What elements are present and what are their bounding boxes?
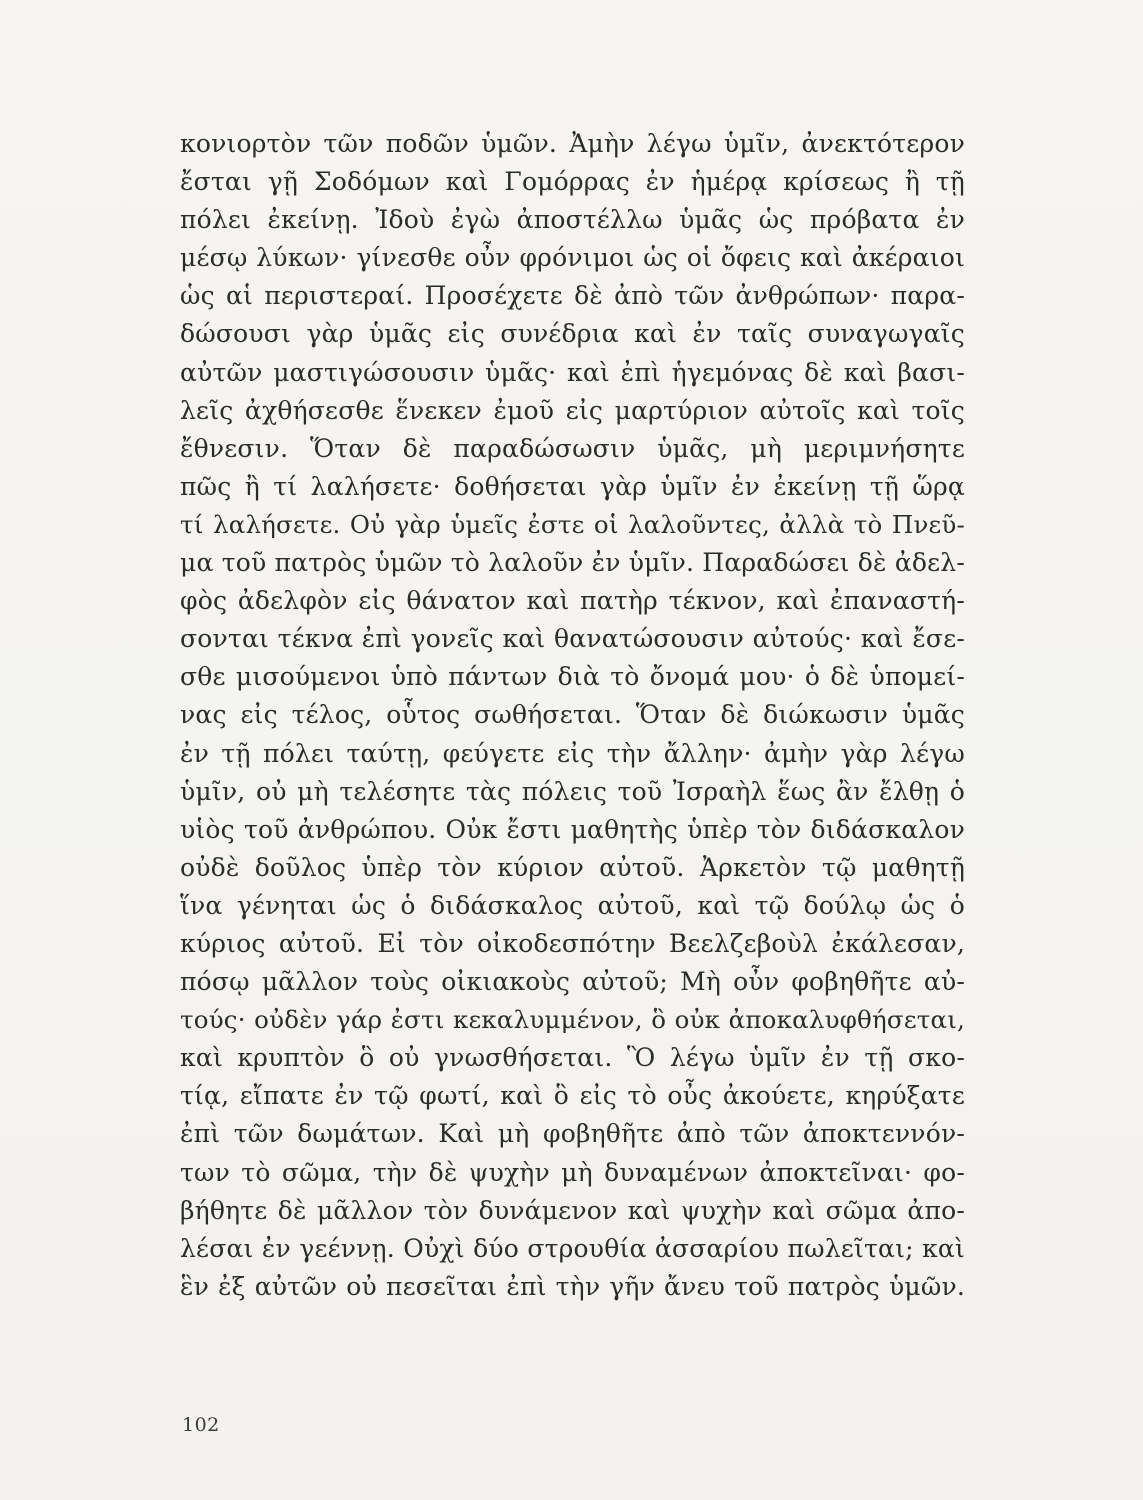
text-line: ἔθνεσιν. Ὅταν δὲ παραδώσωσιν ὑμᾶς, μὴ μεριμνήσητε [180,433,965,463]
page-number: 102 [182,1414,220,1436]
text-line: οὐδὲ δοῦλος ὑπὲρ τὸν κύριον αὐτοῦ. Ἀρκετὸν τῷ μαθητῇ [180,852,965,882]
text-line: τί λαλήσετε. Οὐ γὰρ ὑμεῖς ἐστε οἱ λαλοῦντες, ἀλλὰ τὸ Πνεῦ- [180,509,965,539]
text-line: ἓν ἐξ αὐτῶν οὐ πεσεῖται ἐπὶ τὴν γῆν ἄνευ τοῦ πατρὸς ὑμῶν. [180,1271,965,1301]
text-line: πῶς ἢ τί λαλήσετε· δοθήσεται γὰρ ὑμῖν ἐν ἐκείνῃ τῇ ὥρᾳ [180,471,965,501]
text-line: υἱὸς τοῦ ἀνθρώπου. Οὐκ ἔστι μαθητὴς ὑπὲρ τὸν διδάσκαλον [180,814,965,844]
text-line: ἐν τῇ πόλει ταύτῃ, φεύγετε εἰς τὴν ἄλλην· ἀμὴν γὰρ λέγω [180,738,965,768]
text-line: ὑμῖν, οὐ μὴ τελέσητε τὰς πόλεις τοῦ Ἰσραὴλ ἕως ἂν ἔλθῃ ὁ [180,776,965,806]
body-text [180,125,965,1306]
text-line: νας εἰς τέλος, οὗτος σωθήσεται. Ὅταν δὲ διώκωσιν ὑμᾶς [180,700,965,730]
text-line: καὶ κρυπτὸν ὃ οὐ γνωσθήσεται. Ὃ λέγω ὑμῖν ἐν τῇ σκο- [180,1043,965,1073]
text-line: σονται τέκνα ἐπὶ γονεῖς καὶ θανατώσουσιν αὐτούς· καὶ ἔσε- [180,624,965,654]
text-line: ὡς αἱ περιστεραί. Προσέχετε δὲ ἀπὸ τῶν ἀνθρώπων· παρα- [180,281,965,311]
text-line: κονιορτὸν τῶν ποδῶν ὑμῶν. Ἀμὴν λέγω ὑμῖν, ἀνεκτότερον [180,129,965,158]
text-line: τούς· οὐδὲν γάρ ἐστι κεκαλυμμένον, ὃ οὐκ ἀποκαλυφθήσεται, [180,1005,965,1035]
text-line: ἔσται γῇ Σοδόμων καὶ Γομόρρας ἐν ἡμέρᾳ κρίσεως ἢ τῇ [180,167,965,197]
text-line: λεῖς ἀχθήσεσθε ἕνεκεν ἐμοῦ εἰς μαρτύριον αὐτοῖς καὶ τοῖς [180,395,965,425]
text-line: βήθητε δὲ μᾶλλον τὸν δυνάμενον καὶ ψυχὴν καὶ σῶμα ἀπο- [180,1195,965,1225]
text-line: μα τοῦ πατρὸς ὑμῶν τὸ λαλοῦν ἐν ὑμῖν. Παραδώσει δὲ ἀδελ- [180,548,965,578]
text-line: φὸς ἀδελφὸν εἰς θάνατον καὶ πατὴρ τέκνον, καὶ ἐπαναστή- [180,586,965,616]
text-line: τίᾳ, εἴπατε ἐν τῷ φωτί, καὶ ὃ εἰς τὸ οὖς ἀκούετε, κηρύξατε [180,1081,965,1111]
text-line: πόσῳ μᾶλλον τοὺς οἰκιακοὺς αὐτοῦ; Μὴ οὖν φοβηθῆτε αὐ- [180,967,965,997]
text-line: πόλει ἐκείνῃ. Ἰδοὺ ἐγὼ ἀποστέλλω ὑμᾶς ὡς πρόβατα ἐν [180,205,965,235]
text-line: ἐπὶ τῶν δωμάτων. Καὶ μὴ φοβηθῆτε ἀπὸ τῶν ἀποκτεννόν- [180,1119,965,1149]
text-line: λέσαι ἐν γεέννῃ. Οὐχὶ δύο στρουθία ἀσσαρίου πωλεῖται; καὶ [180,1233,965,1263]
text-line: σθε μισούμενοι ὑπὸ πάντων διὰ τὸ ὄνομά μου· ὁ δὲ ὑπομεί- [180,662,965,692]
text-line: αὐτῶν μαστιγώσουσιν ὑμᾶς· καὶ ἐπὶ ἡγεμόνας δὲ καὶ βασι- [180,357,965,387]
text-line: μέσῳ λύκων· γίνεσθε οὖν φρόνιμοι ὡς οἱ ὄφεις καὶ ἀκέραιοι [180,243,965,273]
text-line: των τὸ σῶμα, τὴν δὲ ψυχὴν μὴ δυναμένων ἀποκτεῖναι· φο- [180,1157,965,1187]
text-line: ἵνα γένηται ὡς ὁ διδάσκαλος αὐτοῦ, καὶ τῷ δούλῳ ὡς ὁ [180,890,965,920]
text-line: δώσουσι γὰρ ὑμᾶς εἰς συνέδρια καὶ ἐν ταῖς συναγωγαῖς [180,319,965,349]
text-line: κύριος αὐτοῦ. Εἰ τὸν οἰκοδεσπότην Βεελζεβοὺλ ἐκάλεσαν, [180,928,965,958]
